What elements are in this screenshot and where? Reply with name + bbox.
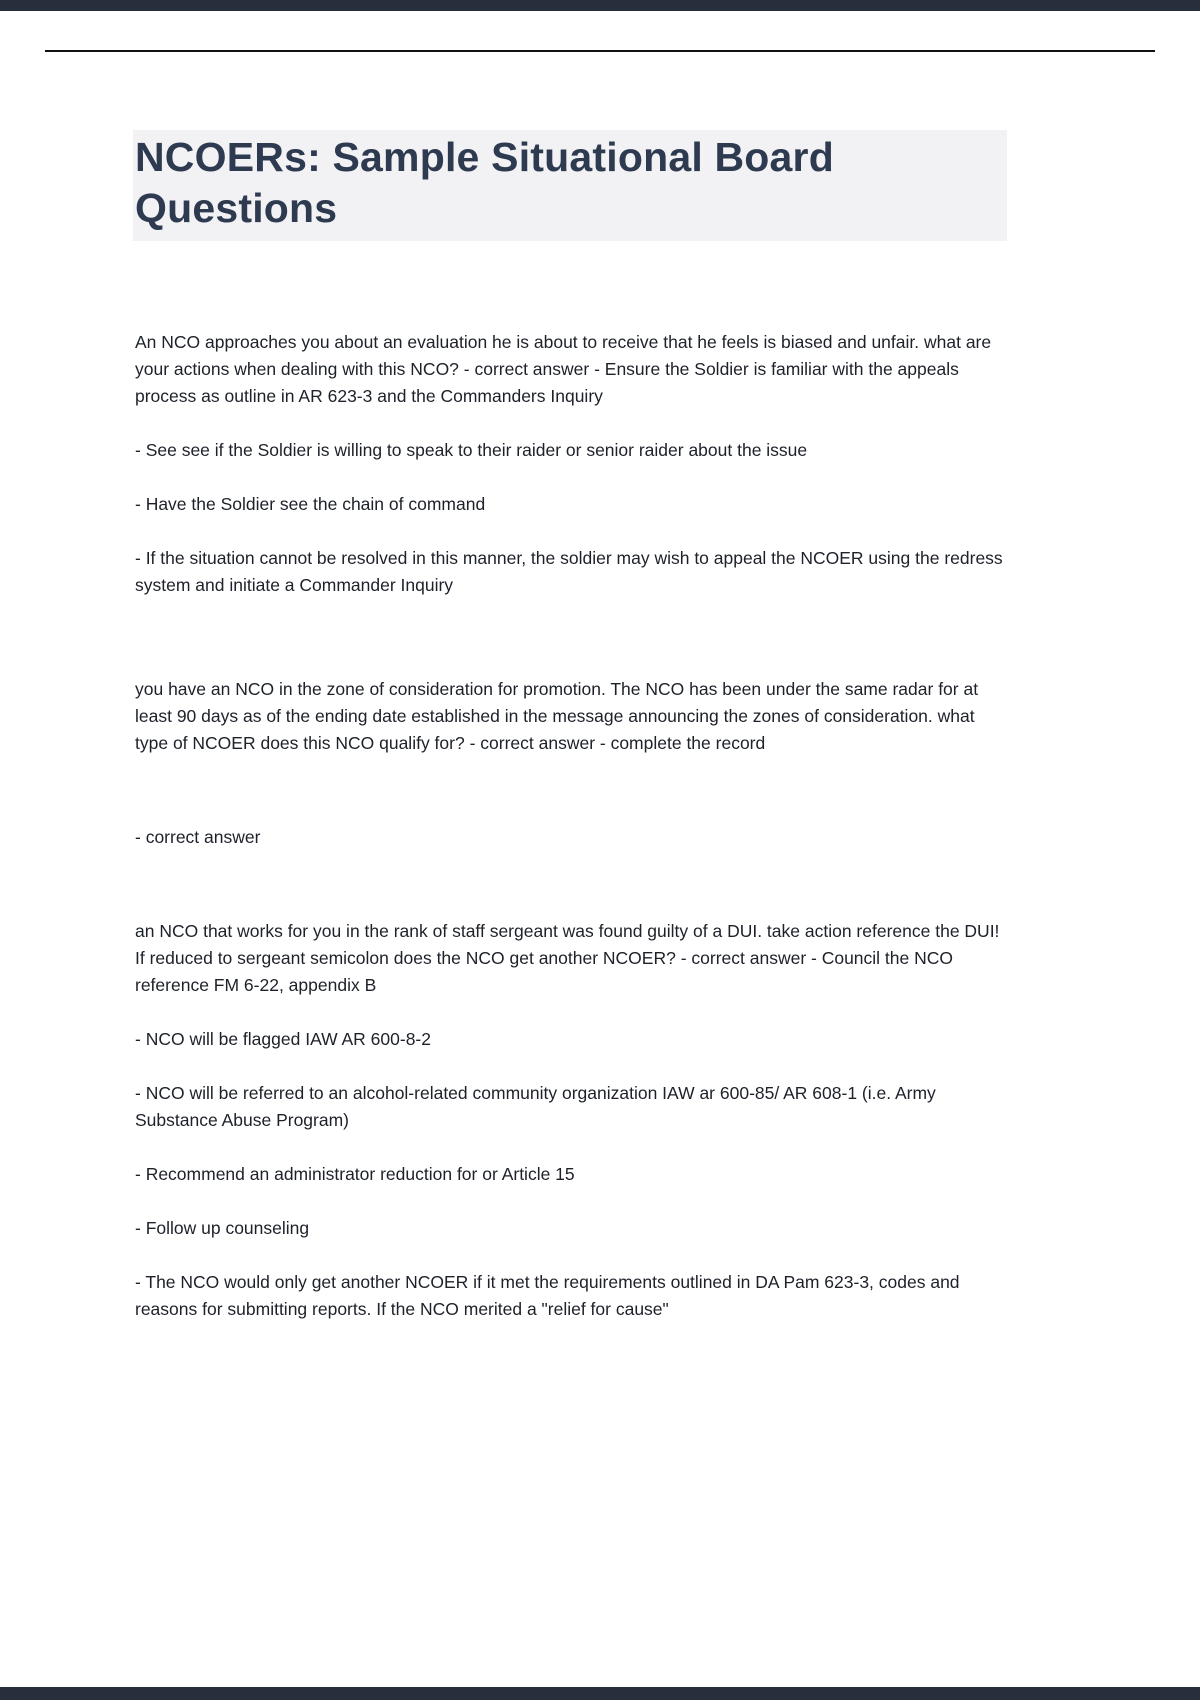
- paragraph-question-2: you have an NCO in the zone of consideration for promotion. The NCO has been under the same radar for at least 90 days as of the ending date established in the message announcing the zones of consideration. what type of NCOER does this NCO qualify for? - correct answer - complete the record: [135, 678, 979, 753]
- paragraph-bullet: - NCO will be flagged IAW AR 600-8-2: [135, 1028, 431, 1049]
- bottom-bar: [0, 1687, 1200, 1700]
- paragraph-bullet: - NCO will be referred to an alcohol-related community organization IAW ar 600-85/ AR 608-1 (i.e. Army Substance Abuse Program): [135, 1082, 936, 1130]
- paragraph-correct-answer: - correct answer: [135, 826, 261, 847]
- paragraph-bullet: - Follow up counseling: [135, 1217, 310, 1238]
- paragraph-question-1: An NCO approaches you about an evaluation he is about to receive that he feels is biased and unfair. what are your actions when dealing with this NCO? - correct answer - Ensure the Soldier is familiar with the appeals process as outline in AR 623-3 and the Commanders Inquiry: [135, 331, 992, 406]
- paragraph-bullet: - The NCO would only get another NCOER if it met the requirements outlined in DA Pam 623-3, codes and reasons for submitting reports. If the NCO merited a "relief for cause": [135, 1271, 960, 1319]
- document-page: [135, 130, 1007, 1350]
- paragraph-bullet: - See see if the Soldier is willing to speak to their raider or senior raider about the issue: [135, 439, 808, 460]
- document-body: [135, 329, 1007, 1323]
- paragraph-bullet: - Recommend an administrator reduction for or Article 15: [135, 1163, 575, 1184]
- paragraph-question-3: an NCO that works for you in the rank of staff sergeant was found guilty of a DUI. take action reference the DUI! If reduced to sergeant semicolon does the NCO get another NCOER? - correct answer - Council the NCO reference FM 6-22, appendix B: [135, 920, 1000, 995]
- paragraph-bullet: - If the situation cannot be resolved in this manner, the soldier may wish to appeal the NCOER using the redress system and initiate a Commander Inquiry: [135, 547, 1003, 595]
- top-bar: [0, 0, 1200, 11]
- header-rule: [45, 50, 1155, 52]
- paragraph-bullet: - Have the Soldier see the chain of command: [135, 493, 486, 514]
- page-title: NCOERs: Sample Situational Board Questions: [133, 130, 1007, 241]
